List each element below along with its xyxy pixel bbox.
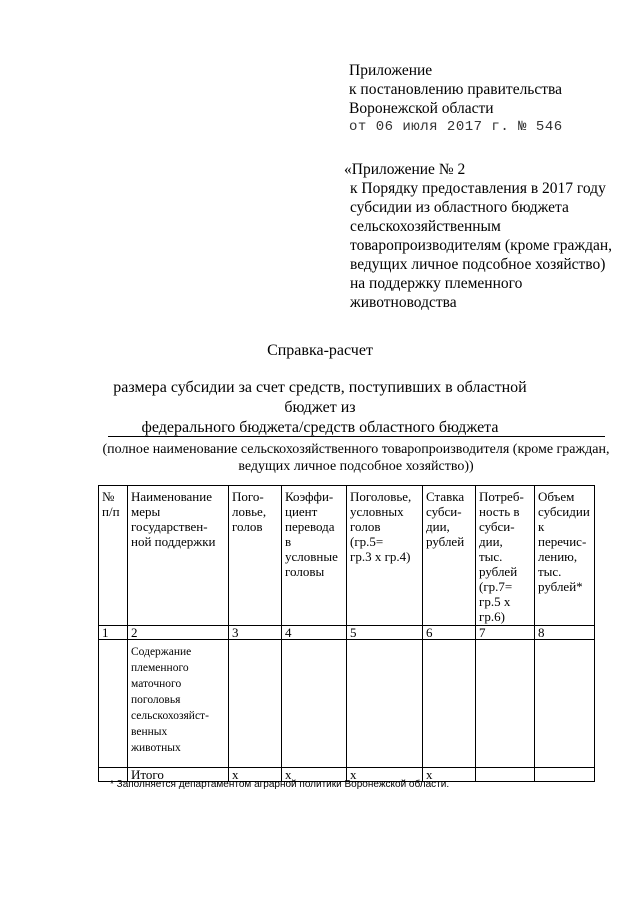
header-cell xyxy=(99,486,128,626)
row-label-line: животных xyxy=(131,742,181,754)
header-line: условных xyxy=(350,504,404,519)
appendix-2-line: к Порядку предоставления в 2017 году xyxy=(350,180,606,197)
hint-line: ведущих личное подсобное хозяйство)) xyxy=(238,459,474,474)
row-label-line: Содержание xyxy=(131,646,192,658)
subtitle-line: федерального бюджета/средств областного бюджета xyxy=(141,419,499,436)
header-line: Ставка xyxy=(426,489,465,504)
header-line: дии, xyxy=(479,534,503,549)
table-cell xyxy=(99,640,128,768)
header-line: перевода xyxy=(285,519,335,534)
header-line: Коэффи- xyxy=(285,489,334,504)
header-line: тыс. xyxy=(538,564,562,579)
table-cell xyxy=(229,640,282,768)
row-label-line: племенного xyxy=(131,662,189,674)
header-line: Наименование xyxy=(131,489,212,504)
header-line: гр.5 х xyxy=(479,594,511,609)
total-cell: х xyxy=(347,768,423,782)
table-cell xyxy=(476,640,535,768)
row-label-line: венных xyxy=(131,726,168,738)
header-text xyxy=(350,489,420,564)
header-line: перечис- xyxy=(538,534,587,549)
header-line: ность в xyxy=(479,504,520,519)
header-line: тыс. xyxy=(479,549,503,564)
header-line: голов xyxy=(350,519,381,534)
header-line: головы xyxy=(285,564,325,579)
fill-in-line xyxy=(108,436,605,437)
header-line: лению, xyxy=(538,549,578,564)
table-cell xyxy=(282,640,347,768)
table-header-row xyxy=(99,486,595,626)
column-number: 7 xyxy=(476,626,535,640)
header-line: циент xyxy=(285,504,318,519)
appendix-2-line: «Приложение № 2 xyxy=(344,161,466,178)
header-text xyxy=(285,489,344,579)
subtitle-line: размера субсидии за счет средств, поступивших в областной бюджет из xyxy=(113,379,527,416)
header-line: гр.3 х гр.4) xyxy=(350,549,411,564)
row-label xyxy=(131,644,226,756)
total-cell: х xyxy=(282,768,347,782)
appendix-2-line: товаропроизводителям (кроме граждан, xyxy=(350,237,613,254)
footnote: * Заполняется департаментом аграрной политики Воронежской области. xyxy=(110,779,450,790)
column-number: 8 xyxy=(535,626,595,640)
header-line: № xyxy=(102,489,115,504)
header-line: субсидии xyxy=(538,504,590,519)
total-cell xyxy=(535,768,595,782)
header-text xyxy=(426,489,473,549)
header-cell xyxy=(535,486,595,626)
header-text xyxy=(102,489,125,519)
total-cell: х xyxy=(229,768,282,782)
total-cell xyxy=(476,768,535,782)
row-label-line: поголовья xyxy=(131,694,181,706)
appendix-header xyxy=(349,61,563,137)
header-cell xyxy=(347,486,423,626)
header-line: условные xyxy=(285,549,338,564)
column-number: 1 xyxy=(99,626,128,640)
producer-name-hint xyxy=(100,441,612,475)
header-line: ловье, xyxy=(232,504,267,519)
header-text xyxy=(538,489,592,594)
appendix-2-line: на поддержку племенного xyxy=(350,275,523,292)
table-cell xyxy=(347,640,423,768)
header-cell xyxy=(282,486,347,626)
header-cell xyxy=(128,486,229,626)
header-cell xyxy=(229,486,282,626)
header-line: субси- xyxy=(479,519,515,534)
header-line: (гр.7= xyxy=(479,579,513,594)
calculation-table xyxy=(98,485,595,782)
header-text xyxy=(232,489,279,534)
header-line: голов xyxy=(232,519,263,534)
column-number: 4 xyxy=(282,626,347,640)
header-line: государствен- xyxy=(131,519,208,534)
header-line: Объем xyxy=(538,489,575,504)
header-text xyxy=(479,489,532,624)
document-title: Справка-расчет xyxy=(267,342,373,359)
appendix-2-line: субсидии из областного бюджета xyxy=(350,199,569,216)
header-line: Потреб- xyxy=(479,489,524,504)
header-line: рублей xyxy=(426,534,465,549)
header-line: к xyxy=(538,519,545,534)
header-line: (гр.5= xyxy=(350,534,384,549)
column-number: 3 xyxy=(229,626,282,640)
header-cell xyxy=(476,486,535,626)
appendix-2-line: животноводства xyxy=(350,294,457,311)
header-line: в xyxy=(285,534,292,549)
header-line: ной поддержки xyxy=(131,534,216,549)
column-number: 5 xyxy=(347,626,423,640)
header-line: Пого- xyxy=(232,489,264,504)
row-label-cell xyxy=(128,640,229,768)
appendix-2-header xyxy=(344,160,612,312)
table-cell xyxy=(423,640,476,768)
document-subtitle xyxy=(100,378,540,438)
header-line: гр.6) xyxy=(479,609,505,624)
table-row xyxy=(99,640,595,768)
table-cell xyxy=(535,640,595,768)
row-label-line: маточного xyxy=(131,678,182,690)
total-cell: х xyxy=(423,768,476,782)
header-line: меры xyxy=(131,504,161,519)
header-line: Поголовье, xyxy=(350,489,412,504)
resolution-date-number: от 06 июля 2017 г. № 546 xyxy=(349,119,563,135)
appendix-2-line: ведущих личное подсобное хозяйство) xyxy=(350,256,606,273)
header-line: рублей* xyxy=(538,579,583,594)
header-line: дии, xyxy=(426,519,450,534)
total-label: Итого xyxy=(128,768,229,782)
column-number: 6 xyxy=(423,626,476,640)
appendix-2-line: сельскохозяйственным xyxy=(350,218,501,235)
header-line: субси- xyxy=(426,504,462,519)
header-cell xyxy=(423,486,476,626)
appendix-line: к постановлению правительства xyxy=(349,81,563,98)
appendix-line: Воронежской области xyxy=(349,100,494,117)
column-number-row xyxy=(99,626,595,640)
appendix-line: Приложение xyxy=(349,62,433,79)
hint-line: (полное наименование сельскохозяйственного товаропроизводителя (кроме граждан, xyxy=(102,442,610,457)
header-line: п/п xyxy=(102,504,120,519)
column-number: 2 xyxy=(128,626,229,640)
header-line: рублей xyxy=(479,564,518,579)
header-text xyxy=(131,489,226,549)
row-label-line: сельскохозяйст- xyxy=(131,710,209,722)
